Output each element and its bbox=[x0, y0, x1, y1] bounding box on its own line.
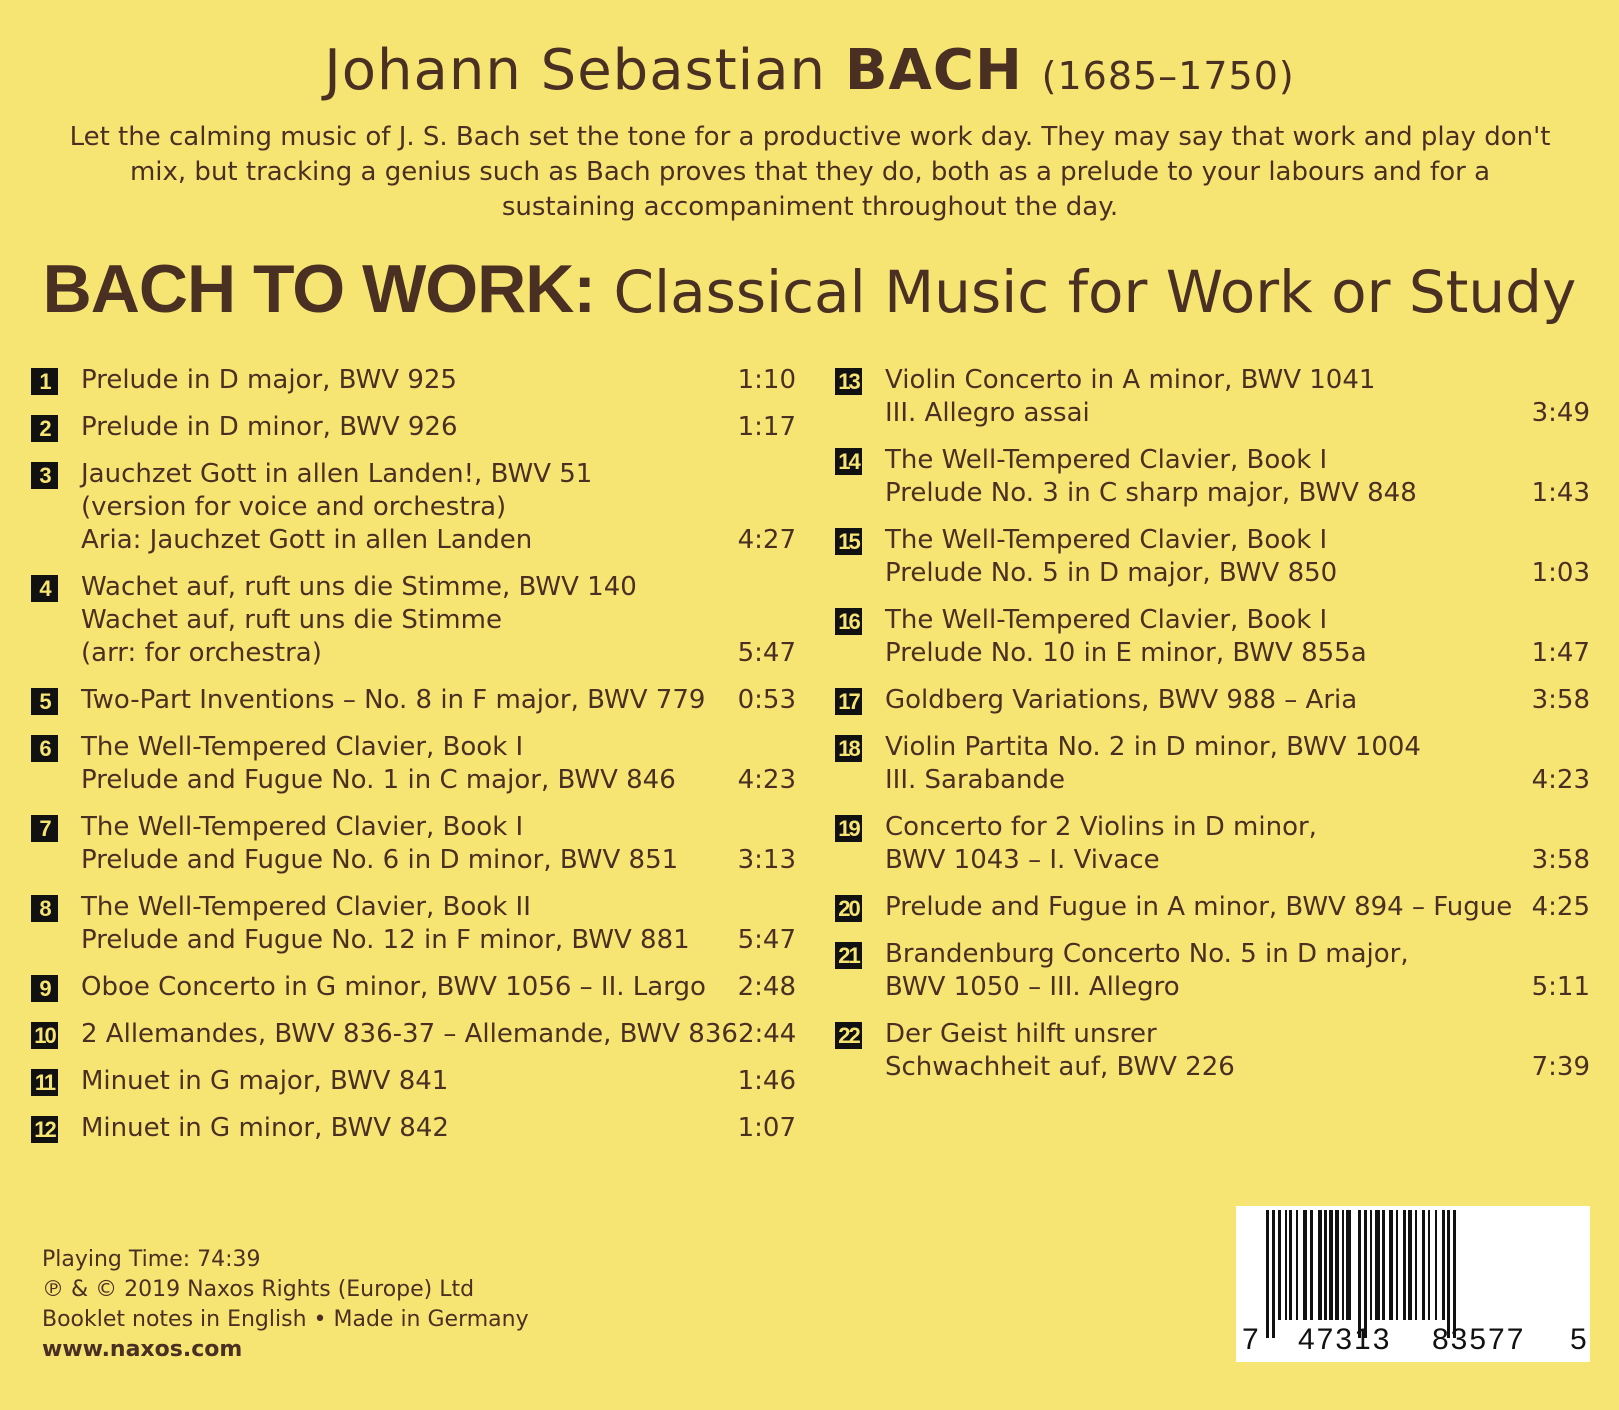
composer-dates: (1685–1750) bbox=[1041, 54, 1295, 98]
composer-heading bbox=[0, 38, 1619, 103]
track-title bbox=[31, 971, 738, 1004]
track-title bbox=[835, 938, 1532, 1004]
track-number: 20 bbox=[835, 895, 862, 922]
barcode-bar bbox=[1310, 1210, 1313, 1320]
track-title-line: Oboe Concerto in G minor, BWV 1056 – II. Largo bbox=[81, 972, 706, 1002]
composer-given-names: Johann Sebastian bbox=[324, 38, 827, 103]
barcode-bar bbox=[1453, 1210, 1456, 1338]
tracklist-right-column bbox=[835, 364, 1590, 1098]
playing-time: Playing Time: 74:39 bbox=[42, 1247, 261, 1272]
barcode-check-digit: 5 bbox=[1570, 1323, 1587, 1356]
track-title-line: Prelude No. 3 in C sharp major, BWV 848 bbox=[885, 478, 1417, 508]
track-title-line: Prelude No. 5 in D major, BWV 850 bbox=[885, 558, 1338, 588]
barcode-bar bbox=[1346, 1210, 1351, 1320]
track-duration: 5:47 bbox=[737, 925, 796, 955]
track-duration: 1:46 bbox=[737, 1066, 796, 1096]
intro-text: Let the calming music of J. S. Bach set the tone for a productive work day. They may say that work and play don't mix, but tracking a genius such as Bach proves that they do, both as a prelude to your labours and for a sustaining accompaniment throughout the day. bbox=[69, 122, 1551, 222]
track-title-line: Schwachheit auf, BWV 226 bbox=[885, 1052, 1235, 1082]
track-title bbox=[835, 811, 1532, 877]
booklet-notes-line: Booklet notes in English • Made in Germany bbox=[42, 1307, 529, 1332]
track-number: 8 bbox=[31, 895, 58, 922]
composer-surname: BACH bbox=[844, 38, 1023, 103]
track-title bbox=[835, 1018, 1532, 1084]
track-duration: 1:10 bbox=[737, 365, 796, 395]
track-title bbox=[31, 891, 738, 957]
track-title-line: The Well-Tempered Clavier, Book I bbox=[81, 812, 524, 842]
barcode-bar bbox=[1318, 1210, 1322, 1320]
track-item bbox=[31, 684, 796, 717]
track-number: 7 bbox=[31, 815, 58, 842]
track-number: 14 bbox=[835, 448, 862, 475]
track-title bbox=[835, 364, 1532, 430]
track-title-line: Jauchzet Gott in allen Landen!, BWV 51 bbox=[81, 459, 593, 489]
track-duration: 1:03 bbox=[1531, 558, 1590, 588]
barcode-bar bbox=[1266, 1210, 1269, 1338]
track-number: 22 bbox=[835, 1022, 862, 1049]
footer-info bbox=[42, 1245, 529, 1365]
track-duration: 0:53 bbox=[737, 685, 796, 715]
track-title-line: Prelude in D minor, BWV 926 bbox=[81, 412, 458, 442]
barcode-bar bbox=[1329, 1210, 1333, 1320]
track-item bbox=[31, 458, 796, 557]
track-title-line: Prelude No. 10 in E minor, BWV 855a bbox=[885, 638, 1367, 668]
barcode-bar bbox=[1289, 1210, 1292, 1320]
album-title-main: BACH TO WORK: bbox=[42, 251, 596, 327]
track-item bbox=[31, 571, 796, 670]
track-duration: 4:23 bbox=[1531, 765, 1590, 795]
track-item bbox=[31, 411, 796, 444]
track-item bbox=[31, 1112, 796, 1145]
barcode-first-digit: 7 bbox=[1242, 1323, 1259, 1356]
barcode-bar bbox=[1389, 1210, 1393, 1320]
track-number: 6 bbox=[31, 735, 58, 762]
track-duration: 2:48 bbox=[737, 972, 796, 1002]
track-title bbox=[835, 524, 1532, 590]
track-title-line: BWV 1050 – III. Allegro bbox=[885, 972, 1180, 1002]
track-number: 19 bbox=[835, 815, 862, 842]
track-duration: 4:25 bbox=[1531, 892, 1590, 922]
track-item bbox=[31, 364, 796, 397]
track-title bbox=[31, 411, 738, 444]
track-title-line: Wachet auf, ruft uns die Stimme, BWV 140 bbox=[81, 572, 637, 602]
track-title bbox=[31, 811, 738, 877]
track-duration: 7:39 bbox=[1531, 1052, 1590, 1082]
track-title-line: Prelude in D major, BWV 925 bbox=[81, 365, 457, 395]
track-title-line: III. Sarabande bbox=[885, 765, 1066, 795]
barcode-bar bbox=[1403, 1210, 1406, 1320]
track-number: 16 bbox=[835, 608, 862, 635]
track-duration: 3:58 bbox=[1531, 845, 1590, 875]
track-item bbox=[835, 938, 1590, 1004]
track-title bbox=[31, 458, 738, 557]
track-item bbox=[835, 524, 1590, 590]
track-title-line: Wachet auf, ruft uns die Stimme bbox=[81, 605, 502, 635]
track-item bbox=[835, 891, 1590, 924]
track-title-line: The Well-Tempered Clavier, Book I bbox=[81, 732, 524, 762]
track-duration: 1:47 bbox=[1531, 638, 1590, 668]
track-duration: 3:49 bbox=[1531, 398, 1590, 428]
barcode bbox=[1236, 1206, 1590, 1362]
track-title-line: (arr: for orchestra) bbox=[81, 638, 322, 668]
barcode-bar bbox=[1342, 1210, 1344, 1320]
track-item bbox=[835, 364, 1590, 430]
barcode-bar bbox=[1324, 1210, 1327, 1320]
website-link[interactable]: www.naxos.com bbox=[42, 1337, 243, 1362]
barcode-bar bbox=[1303, 1210, 1307, 1320]
track-title-line: The Well-Tempered Clavier, Book II bbox=[81, 892, 531, 922]
track-title-line: Violin Concerto in A minor, BWV 1041 bbox=[885, 365, 1376, 395]
copyright-line: ℗ & © 2019 Naxos Rights (Europe) Ltd bbox=[42, 1277, 475, 1302]
barcode-bar bbox=[1422, 1210, 1425, 1320]
track-title-line: Der Geist hilft unsrer bbox=[885, 1019, 1157, 1049]
track-item bbox=[835, 731, 1590, 797]
track-title-line: The Well-Tempered Clavier, Book I bbox=[885, 525, 1328, 555]
track-title-line: The Well-Tempered Clavier, Book I bbox=[885, 445, 1328, 475]
track-item bbox=[835, 444, 1590, 510]
track-number: 12 bbox=[31, 1116, 58, 1143]
track-duration: 5:11 bbox=[1531, 972, 1590, 1002]
track-number: 13 bbox=[835, 368, 862, 395]
album-title bbox=[0, 250, 1619, 328]
track-title-line: (version for voice and orchestra) bbox=[81, 492, 507, 522]
track-item bbox=[835, 811, 1590, 877]
track-number: 4 bbox=[31, 575, 58, 602]
track-title-line: Prelude and Fugue in A minor, BWV 894 – Fugue bbox=[885, 892, 1513, 922]
track-title-line: Minuet in G minor, BWV 842 bbox=[81, 1113, 449, 1143]
track-title-line: Violin Partita No. 2 in D minor, BWV 1004 bbox=[885, 732, 1421, 762]
barcode-bar bbox=[1335, 1210, 1339, 1320]
track-number: 3 bbox=[31, 462, 58, 489]
barcode-bar bbox=[1358, 1210, 1361, 1338]
track-title bbox=[835, 444, 1532, 510]
track-item bbox=[31, 1018, 796, 1051]
track-duration: 1:17 bbox=[737, 412, 796, 442]
track-item bbox=[835, 1018, 1590, 1084]
track-number: 1 bbox=[31, 368, 58, 395]
track-title-line: 2 Allemandes, BWV 836-37 – Allemande, BWV 836 bbox=[81, 1019, 738, 1049]
track-number: 17 bbox=[835, 688, 862, 715]
tracklist-left-column bbox=[31, 364, 796, 1159]
track-item bbox=[31, 891, 796, 957]
track-title bbox=[31, 1112, 738, 1145]
track-item bbox=[31, 811, 796, 877]
track-title-line: Aria: Jauchzet Gott in allen Landen bbox=[81, 525, 533, 555]
track-title bbox=[31, 731, 738, 797]
track-number: 21 bbox=[835, 942, 862, 969]
track-number: 11 bbox=[31, 1069, 58, 1096]
track-title-line: Two-Part Inventions – No. 8 in F major, BWV 779 bbox=[81, 685, 706, 715]
track-duration: 1:43 bbox=[1531, 478, 1590, 508]
track-duration: 4:23 bbox=[737, 765, 796, 795]
barcode-bar bbox=[1435, 1210, 1437, 1320]
track-title bbox=[835, 684, 1532, 717]
track-title-line: Concerto for 2 Violins in D minor, bbox=[885, 812, 1317, 842]
track-title-line: Prelude and Fugue No. 1 in C major, BWV 846 bbox=[81, 765, 676, 795]
barcode-bars bbox=[1236, 1206, 1590, 1362]
track-title-line: Minuet in G major, BWV 841 bbox=[81, 1066, 449, 1096]
track-title-line: Brandenburg Concerto No. 5 in D major, bbox=[885, 939, 1409, 969]
track-duration: 2:44 bbox=[737, 1019, 797, 1049]
track-title bbox=[835, 731, 1532, 797]
barcode-bar bbox=[1278, 1210, 1281, 1320]
barcode-bar bbox=[1382, 1210, 1385, 1320]
track-duration: 5:47 bbox=[737, 638, 796, 668]
barcode-bar bbox=[1364, 1210, 1367, 1338]
album-title-sub: Classical Music for Work or Study bbox=[613, 258, 1577, 326]
track-number: 2 bbox=[31, 415, 58, 442]
barcode-bar bbox=[1370, 1210, 1372, 1320]
track-title-line: BWV 1043 – I. Vivace bbox=[885, 845, 1160, 875]
track-title-line: III. Allegro assai bbox=[885, 398, 1090, 428]
track-item bbox=[31, 731, 796, 797]
track-title-line: Goldberg Variations, BWV 988 – Aria bbox=[885, 685, 1358, 715]
track-title bbox=[31, 571, 738, 670]
track-duration: 4:27 bbox=[737, 525, 796, 555]
track-title bbox=[31, 684, 738, 717]
track-duration: 3:58 bbox=[1531, 685, 1590, 715]
barcode-left-group: 47313 bbox=[1298, 1323, 1392, 1356]
track-title-line: Prelude and Fugue No. 12 in F minor, BWV 881 bbox=[81, 925, 690, 955]
track-number: 9 bbox=[31, 975, 58, 1002]
track-duration: 3:13 bbox=[737, 845, 796, 875]
track-number: 5 bbox=[31, 688, 58, 715]
track-item bbox=[835, 604, 1590, 670]
barcode-bar bbox=[1415, 1210, 1417, 1320]
barcode-bar bbox=[1442, 1210, 1445, 1320]
track-title bbox=[31, 1065, 738, 1098]
track-number: 18 bbox=[835, 735, 862, 762]
barcode-bar bbox=[1428, 1210, 1430, 1320]
track-item bbox=[835, 684, 1590, 717]
barcode-bar bbox=[1285, 1210, 1287, 1320]
track-item bbox=[31, 1065, 796, 1098]
barcode-bar bbox=[1272, 1210, 1275, 1338]
track-duration: 1:07 bbox=[737, 1113, 796, 1143]
barcode-bar bbox=[1447, 1210, 1450, 1338]
track-title-line: Prelude and Fugue No. 6 in D minor, BWV 851 bbox=[81, 845, 679, 875]
track-title bbox=[835, 604, 1532, 670]
track-title bbox=[31, 1018, 738, 1051]
track-number: 10 bbox=[31, 1022, 58, 1049]
barcode-bar bbox=[1296, 1210, 1298, 1320]
track-title bbox=[835, 891, 1532, 924]
barcode-right-group: 83577 bbox=[1432, 1323, 1526, 1356]
track-title bbox=[31, 364, 738, 397]
barcode-bar bbox=[1396, 1210, 1398, 1320]
barcode-bar bbox=[1408, 1210, 1412, 1320]
track-number: 15 bbox=[835, 528, 862, 555]
track-item bbox=[31, 971, 796, 1004]
track-title-line: The Well-Tempered Clavier, Book I bbox=[885, 605, 1328, 635]
barcode-bar bbox=[1375, 1210, 1380, 1320]
